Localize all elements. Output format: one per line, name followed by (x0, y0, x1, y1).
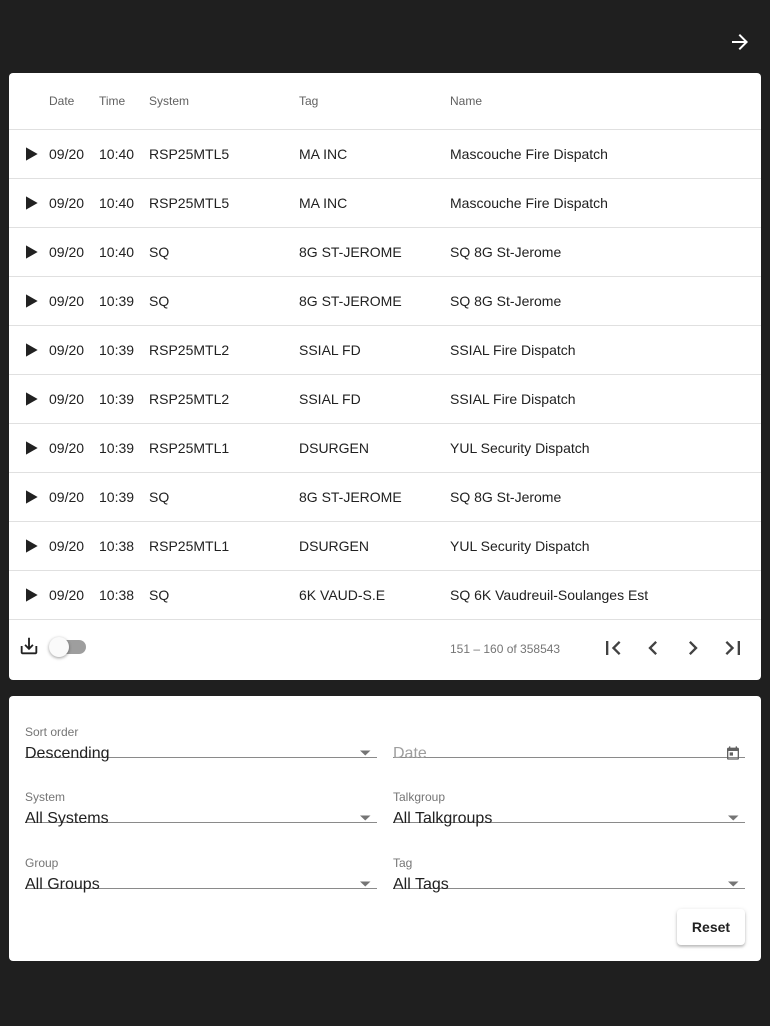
talkgroup-value: All Talkgroups (393, 810, 493, 827)
column-header-date[interactable]: Date (49, 94, 75, 108)
cell-date: 09/20 (49, 440, 85, 456)
cell-system: SQ (149, 587, 170, 603)
cell-time: 10:38 (99, 587, 135, 603)
play-icon[interactable] (21, 585, 41, 605)
column-header-system[interactable]: System (149, 94, 190, 108)
play-icon[interactable] (21, 536, 41, 556)
arrow-right-icon[interactable] (728, 30, 752, 54)
table-row[interactable] (9, 277, 761, 326)
cell-time: 10:40 (99, 244, 135, 260)
cell-date: 09/20 (49, 489, 85, 505)
table-row[interactable] (9, 375, 761, 424)
column-header-tag[interactable]: Tag (299, 94, 319, 108)
talkgroup-select[interactable] (393, 774, 745, 827)
arrow-drop-down-icon (360, 814, 372, 822)
cell-time: 10:39 (99, 391, 135, 407)
tag-select[interactable] (393, 840, 745, 893)
tag-label: Tag (393, 856, 413, 870)
talkgroup-label: Talkgroup (393, 790, 446, 804)
table-row[interactable] (9, 179, 761, 228)
cell-name: YUL Security Dispatch (450, 440, 590, 456)
cell-name: SQ 8G St-Jerome (450, 293, 562, 309)
cell-system: RSP25MTL2 (149, 391, 230, 407)
cell-time: 10:39 (99, 489, 135, 505)
cell-date: 09/20 (49, 244, 85, 260)
reset-button[interactable]: Reset (677, 909, 745, 945)
download-icon[interactable] (18, 635, 40, 657)
cell-system: RSP25MTL1 (149, 440, 230, 456)
last-page-icon[interactable] (719, 634, 747, 662)
cell-tag: DSURGEN (299, 440, 370, 456)
column-header-time[interactable]: Time (99, 94, 126, 108)
arrow-drop-down-icon (728, 814, 740, 822)
date-placeholder: Date (393, 745, 427, 762)
paginator-range-label: 151 – 160 of 358543 (450, 642, 561, 656)
cell-date: 09/20 (49, 391, 85, 407)
play-icon[interactable] (21, 340, 41, 360)
play-icon[interactable] (21, 487, 41, 507)
cell-tag: MA INC (299, 195, 348, 211)
cell-time: 10:39 (99, 440, 135, 456)
play-icon[interactable] (21, 193, 41, 213)
cell-name: SSIAL Fire Dispatch (450, 342, 576, 358)
cell-tag: SSIAL FD (299, 342, 361, 358)
cell-date: 09/20 (49, 538, 85, 554)
cell-tag: SSIAL FD (299, 391, 361, 407)
table-row[interactable] (9, 571, 761, 620)
cell-name: SQ 6K Vaudreuil-Soulanges Est (450, 587, 649, 603)
cell-time: 10:40 (99, 146, 135, 162)
cell-tag: 6K VAUD-S.E (299, 587, 386, 603)
sort-order-label: Sort order (25, 725, 79, 739)
cell-tag: 8G ST-JEROME (299, 244, 402, 260)
toggle-thumb (49, 637, 69, 657)
first-page-icon[interactable] (599, 634, 627, 662)
group-value: All Groups (25, 876, 100, 893)
cell-system: SQ (149, 489, 170, 505)
cell-date: 09/20 (49, 293, 85, 309)
system-label: System (25, 790, 66, 804)
cell-name: Mascouche Fire Dispatch (450, 195, 608, 211)
calls-table-card (9, 73, 761, 680)
cell-system: RSP25MTL2 (149, 342, 230, 358)
sort-order-select[interactable] (25, 709, 377, 762)
cell-tag: 8G ST-JEROME (299, 489, 402, 505)
arrow-drop-down-icon (360, 749, 372, 757)
table-row[interactable] (9, 326, 761, 375)
date-field[interactable] (393, 709, 745, 762)
group-label: Group (25, 856, 59, 870)
table-header (9, 73, 761, 130)
cell-name: SQ 8G St-Jerome (450, 244, 562, 260)
chevron-left-icon[interactable] (639, 634, 667, 662)
table-row[interactable] (9, 522, 761, 571)
cell-system: RSP25MTL5 (149, 146, 230, 162)
play-icon[interactable] (21, 389, 41, 409)
cell-date: 09/20 (49, 587, 85, 603)
cell-system: RSP25MTL5 (149, 195, 230, 211)
system-select[interactable] (25, 774, 377, 827)
chevron-right-icon[interactable] (679, 634, 707, 662)
column-header-name[interactable]: Name (450, 94, 483, 108)
cell-tag: 8G ST-JEROME (299, 293, 402, 309)
arrow-drop-down-icon (728, 880, 740, 888)
play-icon[interactable] (21, 242, 41, 262)
cell-name: SQ 8G St-Jerome (450, 489, 562, 505)
search-filters-card (9, 696, 761, 961)
cell-name: SSIAL Fire Dispatch (450, 391, 576, 407)
table-row[interactable] (9, 424, 761, 473)
table-row[interactable] (9, 473, 761, 522)
cell-system: SQ (149, 293, 170, 309)
cell-time: 10:39 (99, 342, 135, 358)
cell-system: RSP25MTL1 (149, 538, 230, 554)
cell-name: Mascouche Fire Dispatch (450, 146, 608, 162)
cell-time: 10:40 (99, 195, 135, 211)
cell-name: YUL Security Dispatch (450, 538, 590, 554)
live-feed-toggle[interactable] (52, 640, 86, 654)
cell-time: 10:39 (99, 293, 135, 309)
table-body (9, 130, 761, 620)
table-footer (9, 620, 761, 680)
cell-date: 09/20 (49, 342, 85, 358)
table-row[interactable] (9, 130, 761, 179)
cell-tag: MA INC (299, 146, 348, 162)
play-icon[interactable] (21, 144, 41, 164)
group-select[interactable] (25, 840, 377, 893)
play-icon[interactable] (21, 438, 41, 458)
cell-date: 09/20 (49, 195, 85, 211)
table-row[interactable] (9, 228, 761, 277)
arrow-drop-down-icon (360, 880, 372, 888)
cell-system: SQ (149, 244, 170, 260)
tag-value: All Tags (393, 876, 449, 893)
play-icon[interactable] (21, 291, 41, 311)
calendar-icon[interactable] (725, 745, 741, 761)
cell-date: 09/20 (49, 146, 85, 162)
cell-time: 10:38 (99, 538, 135, 554)
system-value: All Systems (25, 810, 109, 827)
sort-order-value: Descending (25, 745, 110, 762)
cell-tag: DSURGEN (299, 538, 370, 554)
